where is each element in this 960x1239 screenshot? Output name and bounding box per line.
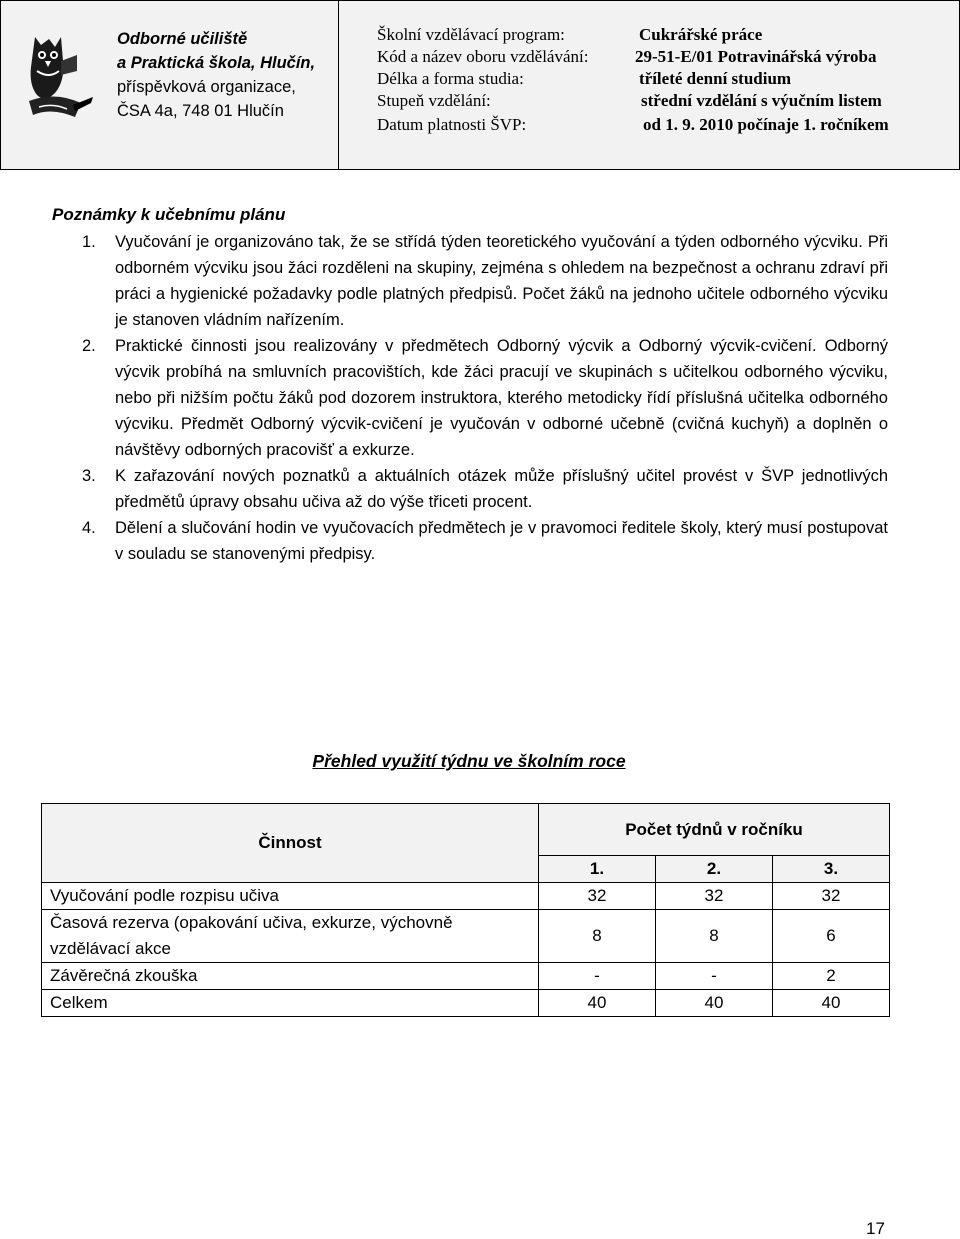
note-item [82, 463, 888, 515]
row-value: 40 [656, 990, 773, 1017]
note-item [82, 229, 888, 333]
duration-value: tříleté denní studium [639, 69, 792, 88]
row-value: 32 [656, 883, 773, 910]
notes-list [82, 229, 888, 567]
document-header [0, 0, 960, 170]
note-text: Praktické činnosti jsou realizovány v předmětech Odborný výcvik a Odborný výcvik-cvičení. Odborný výcvik probíhá na smluvních pracovištích, kde žáci pracují ve skupinách s učitelkou odborného výcviku, nebo při nižším počtu žáků pod dozorem instruktora, kterého metodicky řídí příslušná učitelka odborného výcviku. Předmět Odborný výcvik-cvičení je vyučován v odborné učebně (cvičná kuchyň) a doplněn o návštěvy odborných pracovišť a exkurze. [115, 337, 888, 459]
row-value: 40 [773, 990, 890, 1017]
table-row [42, 883, 890, 910]
field-label: Kód a název oboru vzdělávání: [377, 47, 589, 66]
note-text: K zařazování nových poznatků a aktuálních otázek může příslušný učitel provést v ŠVP jednotlivých předmětů úpravy obsahu učiva až do výše třiceti procent. [115, 467, 888, 511]
note-number: 3. [82, 467, 96, 485]
school-box [1, 1, 339, 169]
table-row [42, 910, 890, 963]
row-label: Závěrečná zkouška [42, 963, 539, 990]
note-item [82, 515, 888, 567]
note-item [82, 333, 888, 463]
row-label: Časová rezerva (opakování učiva, exkurze, výchovně vzdělávací akce [42, 910, 539, 963]
table-header-row [42, 804, 890, 856]
school-line-2: a Praktická škola, Hlučín, [117, 54, 316, 72]
level-label: Stupeň vzdělání: [377, 91, 491, 110]
activity-header: Činnost [42, 804, 539, 883]
year-1-header: 1. [539, 856, 656, 883]
program-info [339, 1, 959, 169]
program-value: Cukrářské práce [639, 25, 763, 44]
year-2-header: 2. [656, 856, 773, 883]
note-text: Dělení a slučování hodin ve vyučovacích předmětech je v pravomoci ředitele školy, který musí postupovat v souladu se stanovenými předpisy. [115, 519, 888, 563]
owl-logo-icon [25, 31, 97, 123]
row-value: 8 [656, 910, 773, 963]
row-value: 40 [539, 990, 656, 1017]
weeks-table [41, 803, 890, 1017]
note-number: 4. [82, 519, 96, 537]
row-value: 2 [773, 963, 890, 990]
row-value: 32 [539, 883, 656, 910]
page-number: 17 [866, 1219, 885, 1238]
row-value: 6 [773, 910, 890, 963]
row-label: Vyučování podle rozpisu učiva [42, 883, 539, 910]
table-row [42, 990, 890, 1017]
weeks-header: Počet týdnů v ročníku [539, 804, 890, 856]
row-value: - [656, 963, 773, 990]
year-3-header: 3. [773, 856, 890, 883]
field-value: 29-51-E/01 Potravinářská výroba [635, 47, 877, 66]
school-line-1: Odborné učiliště [117, 30, 248, 48]
level-value: střední vzdělání s výučním listem [641, 91, 882, 110]
note-number: 2. [82, 337, 96, 355]
table-row [42, 963, 890, 990]
row-value: 32 [773, 883, 890, 910]
validity-value: od 1. 9. 2010 počínaje 1. ročníkem [643, 115, 889, 134]
school-name [117, 27, 315, 123]
row-label: Celkem [42, 990, 539, 1017]
row-value: - [539, 963, 656, 990]
school-line-3: příspěvková organizace, [117, 78, 296, 96]
note-text: Vyučování je organizováno tak, že se střídá týden teoretického vyučování a týden odborného výcviku. Při odborném výcviku jsou žáci rozděleni na skupiny, zejména s ohledem na bezpečnost a ochranu zdraví při práci a hygienické požadavky podle platných předpisů. Počet žáků na jednoho učitele odborného výcviku je stanoven vládním nařízením. [115, 233, 888, 329]
overview-title: Přehled využití týdnu ve školním roce [312, 751, 626, 771]
school-line-4: ČSA 4a, 748 01 Hlučín [117, 102, 284, 120]
program-label: Školní vzdělávací program: [377, 25, 565, 44]
duration-label: Délka a forma studia: [377, 69, 524, 88]
validity-label: Datum platnosti ŠVP: [377, 115, 527, 134]
row-value: 8 [539, 910, 656, 963]
notes-title: Poznámky k učebnímu plánu [52, 205, 286, 224]
note-number: 1. [82, 233, 96, 251]
